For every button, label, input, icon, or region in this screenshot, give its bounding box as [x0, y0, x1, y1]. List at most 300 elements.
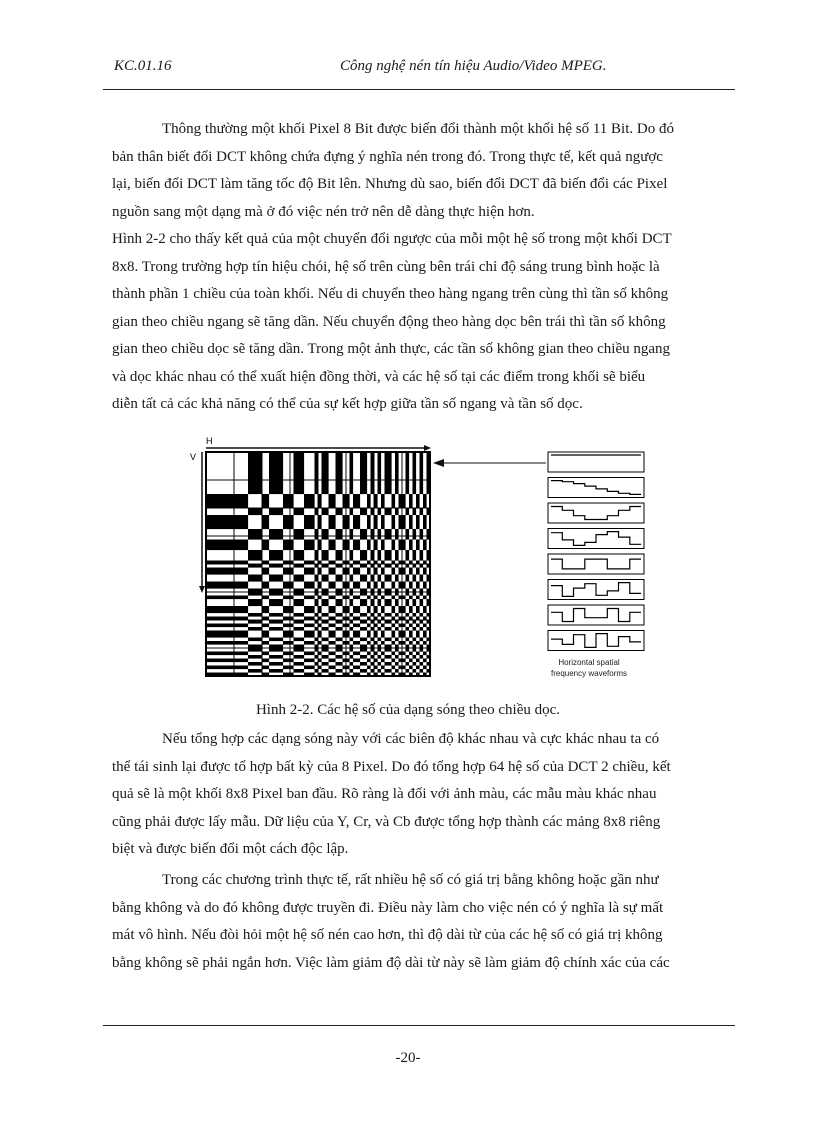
- basis-pixel: [406, 508, 410, 512]
- basis-pixel: [374, 596, 378, 600]
- basis-pixel: [290, 582, 294, 586]
- basis-pixel: [395, 508, 399, 512]
- basis-pixel: [308, 606, 312, 610]
- basis-pixel: [385, 557, 389, 561]
- basis-pixel: [252, 463, 256, 467]
- basis-pixel: [360, 536, 364, 540]
- basis-pixel: [280, 613, 284, 617]
- basis-pixel: [416, 585, 420, 589]
- basis-pixel: [280, 466, 284, 470]
- basis-pixel: [318, 634, 322, 638]
- basis-pixel: [231, 505, 235, 509]
- basis-pixel: [423, 617, 427, 621]
- basis-pixel: [241, 494, 245, 498]
- basis-pixel: [283, 522, 287, 526]
- basis-pixel: [406, 550, 410, 554]
- basis-pixel: [336, 638, 340, 642]
- basis-pixel: [280, 599, 284, 603]
- basis-pixel: [241, 540, 245, 544]
- basis-pixel: [269, 603, 273, 607]
- basis-pixel: [255, 459, 259, 463]
- basis-pixel: [231, 610, 235, 614]
- basis-pixel: [402, 543, 406, 547]
- basis-pixel: [255, 557, 259, 561]
- basis-pixel: [416, 501, 420, 505]
- basis-pixel: [213, 606, 217, 610]
- basis-pixel: [392, 547, 396, 551]
- text-line: và dọc khác nhau có thể xuất hiện đồng thời, và các hệ số tại các điểm trong khối sẽ biểu: [112, 368, 646, 385]
- basis-pixel: [297, 477, 301, 481]
- basis-pixel: [378, 473, 382, 477]
- basis-pixel: [343, 631, 347, 635]
- basis-pixel: [308, 547, 312, 551]
- basis-pixel: [357, 585, 361, 589]
- basis-pixel: [210, 631, 214, 635]
- basis-pixel: [406, 613, 410, 617]
- basis-pixel: [388, 466, 392, 470]
- basis-pixel: [374, 641, 378, 645]
- basis-pixel: [378, 529, 382, 533]
- basis-pixel: [276, 491, 280, 495]
- basis-pixel: [399, 522, 403, 526]
- basis-pixel: [423, 547, 427, 551]
- basis-pixel: [409, 547, 413, 551]
- basis-pixel: [255, 564, 259, 568]
- basis-pixel: [220, 596, 224, 600]
- basis-pixel: [364, 662, 368, 666]
- basis-pixel: [353, 571, 357, 575]
- basis-pixel: [371, 487, 375, 491]
- basis-pixel: [231, 540, 235, 544]
- basis-pixel: [388, 603, 392, 607]
- basis-pixel: [360, 550, 364, 554]
- basis-pixel: [416, 631, 420, 635]
- basis-pixel: [255, 470, 259, 474]
- basis-pixel: [304, 505, 308, 509]
- basis-cell: [206, 452, 234, 480]
- basis-pixel: [378, 554, 382, 558]
- basis-pixel: [262, 498, 266, 502]
- basis-pixel: [413, 620, 417, 624]
- basis-pixel: [395, 529, 399, 533]
- basis-pixel: [381, 582, 385, 586]
- basis-cell-border: [206, 452, 234, 480]
- basis-pixel: [325, 473, 329, 477]
- basis-pixel: [420, 470, 424, 474]
- basis-pixel: [378, 557, 382, 561]
- basis-pixel: [350, 480, 354, 484]
- basis-pixel: [217, 505, 221, 509]
- basis-pixel: [269, 662, 273, 666]
- basis-pixel: [287, 494, 291, 498]
- basis-pixel: [374, 515, 378, 519]
- basis-pixel: [311, 568, 315, 572]
- basis-pixel: [259, 648, 263, 652]
- basis-pixel: [329, 582, 333, 586]
- basis-pixel: [231, 568, 235, 572]
- basis-pixel: [374, 505, 378, 509]
- basis-pixel: [413, 669, 417, 673]
- basis-pixel: [325, 459, 329, 463]
- basis-pixel: [395, 645, 399, 649]
- basis-pixel: [241, 585, 245, 589]
- basis-pixel: [210, 585, 214, 589]
- basis-pixel: [220, 526, 224, 530]
- basis-pixel: [339, 536, 343, 540]
- basis-pixel: [213, 571, 217, 575]
- basis-pixel: [343, 494, 347, 498]
- basis-pixel: [378, 456, 382, 460]
- basis-pixel: [301, 550, 305, 554]
- basis-pixel: [234, 617, 238, 621]
- basis-pixel: [283, 526, 287, 530]
- basis-pixel: [273, 480, 277, 484]
- basis-pixel: [413, 648, 417, 652]
- basis-pixel: [413, 477, 417, 481]
- basis-cell: [318, 620, 346, 648]
- basis-pixel: [329, 526, 333, 530]
- basis-pixel: [402, 494, 406, 498]
- footer-rule: [103, 1025, 735, 1026]
- basis-pixel: [245, 501, 249, 505]
- basis-pixel: [399, 582, 403, 586]
- basis-pixel: [329, 631, 333, 635]
- waveform-line: [551, 532, 641, 546]
- basis-pixel: [416, 498, 420, 502]
- basis-pixel: [224, 606, 228, 610]
- basis-pixel: [420, 589, 424, 593]
- basis-pixel: [339, 484, 343, 488]
- basis-pixel: [252, 508, 256, 512]
- basis-pixel: [248, 599, 252, 603]
- basis-pixel: [273, 473, 277, 477]
- basis-pixel: [280, 473, 284, 477]
- basis-pixel: [399, 501, 403, 505]
- basis-pixel: [280, 491, 284, 495]
- basis-pixel: [297, 536, 301, 540]
- basis-pixel: [336, 669, 340, 673]
- basis-pixel: [360, 470, 364, 474]
- basis-pixel: [297, 662, 301, 666]
- basis-pixel: [227, 571, 231, 575]
- basis-cell: [374, 536, 402, 564]
- basis-pixel: [262, 652, 266, 656]
- basis-pixel: [255, 613, 259, 617]
- basis-pixel: [416, 641, 420, 645]
- basis-pixel: [395, 536, 399, 540]
- basis-pixel: [213, 547, 217, 551]
- basis-pixel: [262, 666, 266, 670]
- basis-pixel: [308, 571, 312, 575]
- basis-pixel: [311, 571, 315, 575]
- basis-pixel: [332, 501, 336, 505]
- basis-pixel: [220, 610, 224, 614]
- basis-pixel: [280, 648, 284, 652]
- basis-pixel: [269, 669, 273, 673]
- basis-pixel: [392, 659, 396, 663]
- basis-pixel: [385, 473, 389, 477]
- basis-pixel: [231, 498, 235, 502]
- basis-pixel: [413, 529, 417, 533]
- basis-pixel: [248, 554, 252, 558]
- basis-pixel: [360, 480, 364, 484]
- basis-pixel: [294, 627, 298, 631]
- basis-pixel: [318, 543, 322, 547]
- basis-pixel: [294, 620, 298, 624]
- basis-pixel: [273, 508, 277, 512]
- basis-pixel: [287, 596, 291, 600]
- basis-pixel: [346, 571, 350, 575]
- basis-pixel: [255, 466, 259, 470]
- basis-cell: [346, 620, 374, 648]
- basis-pixel: [248, 557, 252, 561]
- basis-pixel: [210, 519, 214, 523]
- basis-pixel: [276, 459, 280, 463]
- basis-pixel: [325, 655, 329, 659]
- basis-pixel: [402, 522, 406, 526]
- basis-pixel: [388, 554, 392, 558]
- basis-pixel: [409, 505, 413, 509]
- basis-pixel: [350, 508, 354, 512]
- basis-pixel: [416, 571, 420, 575]
- basis-pixel: [290, 501, 294, 505]
- basis-pixel: [374, 547, 378, 551]
- basis-pixel: [210, 659, 214, 663]
- basis-pixel: [343, 526, 347, 530]
- basis-pixel: [388, 550, 392, 554]
- basis-pixel: [262, 515, 266, 519]
- text-line: thể tái sinh lại được tổ hợp bất kỳ của 8 Pixel. Do đó tổng hợp 64 hệ số của DCT 2 chiều, kết: [112, 758, 671, 775]
- basis-pixel: [238, 519, 242, 523]
- basis-pixel: [406, 564, 410, 568]
- basis-pixel: [371, 557, 375, 561]
- basis-pixel: [385, 477, 389, 481]
- basis-pixel: [420, 484, 424, 488]
- basis-pixel: [315, 512, 319, 516]
- basis-pixel: [297, 554, 301, 558]
- basis-pixel: [378, 512, 382, 516]
- basis-pixel: [360, 456, 364, 460]
- basis-pixel: [315, 466, 319, 470]
- basis-pixel: [371, 592, 375, 596]
- basis-pixel: [287, 641, 291, 645]
- basis-pixel: [350, 466, 354, 470]
- basis-pixel: [364, 463, 368, 467]
- basis-pixel: [318, 610, 322, 614]
- basis-pixel: [416, 515, 420, 519]
- basis-pixel: [357, 505, 361, 509]
- basis-pixel: [262, 568, 266, 572]
- basis-pixel: [273, 533, 277, 537]
- basis-pixel: [399, 617, 403, 621]
- basis-pixel: [301, 533, 305, 537]
- basis-pixel: [395, 473, 399, 477]
- basis-pixel: [318, 652, 322, 656]
- basis-pixel: [399, 568, 403, 572]
- basis-pixel: [301, 463, 305, 467]
- basis-pixel: [294, 589, 298, 593]
- basis-pixel: [378, 627, 382, 631]
- basis-pixel: [385, 533, 389, 537]
- basis-pixel: [315, 470, 319, 474]
- basis-pixel: [269, 459, 273, 463]
- basis-pixel: [409, 610, 413, 614]
- basis-pixel: [234, 540, 238, 544]
- basis-pixel: [269, 645, 273, 649]
- basis-pixel: [329, 540, 333, 544]
- basis-pixel: [283, 501, 287, 505]
- basis-pixel: [346, 519, 350, 523]
- basis-pixel: [371, 533, 375, 537]
- basis-pixel: [301, 603, 305, 607]
- basis-pixel: [360, 473, 364, 477]
- basis-pixel: [423, 641, 427, 645]
- basis-pixel: [301, 459, 305, 463]
- basis-pixel: [259, 463, 263, 467]
- basis-pixel: [217, 540, 221, 544]
- basis-pixel: [276, 662, 280, 666]
- basis-pixel: [227, 666, 231, 670]
- basis-pixel: [252, 589, 256, 593]
- basis-pixel: [280, 456, 284, 460]
- basis-pixel: [248, 487, 252, 491]
- basis-pixel: [308, 659, 312, 663]
- basis-pixel: [409, 582, 413, 586]
- basis-cell: [374, 648, 402, 676]
- basis-pixel: [287, 582, 291, 586]
- basis-pixel: [364, 613, 368, 617]
- basis-cell: [318, 648, 346, 676]
- basis-pixel: [273, 484, 277, 488]
- basis-pixel: [241, 501, 245, 505]
- basis-pixel: [343, 610, 347, 614]
- basis-pixel: [420, 627, 424, 631]
- text-line: Thông thường một khối Pixel 8 Bit được biến đổi thành một khối hệ số 11 Bit. Do đó: [162, 121, 674, 137]
- basis-pixel: [336, 554, 340, 558]
- basis-pixel: [395, 512, 399, 516]
- basis-pixel: [318, 624, 322, 628]
- basis-pixel: [406, 627, 410, 631]
- basis-pixel: [350, 487, 354, 491]
- basis-pixel: [343, 641, 347, 645]
- basis-pixel: [290, 624, 294, 628]
- basis-pixel: [350, 645, 354, 649]
- basis-pixel: [280, 480, 284, 484]
- basis-pixel: [301, 662, 305, 666]
- basis-pixel: [357, 596, 361, 600]
- basis-pixel: [322, 638, 326, 642]
- basis-pixel: [374, 606, 378, 610]
- basis-pixel: [227, 617, 231, 621]
- basis-pixel: [374, 522, 378, 526]
- basis-pixel: [357, 659, 361, 663]
- basis-pixel: [276, 603, 280, 607]
- basis-pixel: [280, 529, 284, 533]
- basis-pixel: [318, 659, 322, 663]
- basis-pixel: [213, 515, 217, 519]
- basis-pixel: [367, 547, 371, 551]
- basis-pixel: [409, 606, 413, 610]
- text-line: thành phần 1 chiều của toàn khối. Nếu di chuyển theo hàng ngang trên cùng thì tần số không: [112, 286, 669, 302]
- basis-pixel: [234, 582, 238, 586]
- text-line: bằng không và do đó không được truyền đi. Điều này làm cho việc nén có ý nghĩa là sự mất: [112, 899, 664, 916]
- basis-pixel: [301, 645, 305, 649]
- basis-pixel: [283, 634, 287, 638]
- basis-pixel: [248, 589, 252, 593]
- basis-pixel: [304, 631, 308, 635]
- basis-pixel: [217, 561, 221, 565]
- basis-pixel: [311, 494, 315, 498]
- basis-pixel: [259, 638, 263, 642]
- basis-pixel: [353, 526, 357, 530]
- basis-pixel: [423, 571, 427, 575]
- basis-pixel: [402, 498, 406, 502]
- basis-pixel: [255, 529, 259, 533]
- basis-pixel: [269, 564, 273, 568]
- basis-pixel: [301, 466, 305, 470]
- basis-pixel: [276, 592, 280, 596]
- basis-pixel: [210, 561, 214, 565]
- basis-pixel: [318, 585, 322, 589]
- basis-pixel: [339, 645, 343, 649]
- basis-pixel: [301, 508, 305, 512]
- basis-pixel: [276, 655, 280, 659]
- basis-pixel: [385, 564, 389, 568]
- basis-pixel: [294, 550, 298, 554]
- basis-pixel: [318, 596, 322, 600]
- basis-pixel: [280, 627, 284, 631]
- basis-pixel: [371, 645, 375, 649]
- basis-pixel: [406, 480, 410, 484]
- basis-pixel: [259, 550, 263, 554]
- basis-pixel: [336, 648, 340, 652]
- basis-pixel: [413, 480, 417, 484]
- basis-pixel: [283, 561, 287, 565]
- basis-pixel: [248, 564, 252, 568]
- text-line: Trong các chương trình thực tế, rất nhiều hệ số có giá trị bằng không hoặc gần như: [162, 872, 659, 888]
- basis-pixel: [252, 491, 256, 495]
- basis-pixel: [343, 666, 347, 670]
- basis-pixel: [255, 508, 259, 512]
- basis-pixel: [255, 456, 259, 460]
- basis-pixel: [280, 550, 284, 554]
- basis-pixel: [255, 662, 259, 666]
- v-arrow-head: [199, 586, 205, 593]
- basis-pixel: [392, 543, 396, 547]
- basis-pixel: [416, 606, 420, 610]
- basis-pixel: [336, 470, 340, 474]
- basis-pixel: [224, 631, 228, 635]
- basis-pixel: [262, 634, 266, 638]
- basis-pixel: [360, 603, 364, 607]
- basis-pixel: [234, 606, 238, 610]
- basis-pixel: [259, 466, 263, 470]
- basis-pixel: [273, 491, 277, 495]
- basis-pixel: [378, 575, 382, 579]
- basis-pixel: [241, 547, 245, 551]
- basis-pixel: [283, 519, 287, 523]
- basis-pixel: [392, 561, 396, 565]
- basis-pixel: [350, 529, 354, 533]
- basis-pixel: [290, 641, 294, 645]
- basis-pixel: [283, 624, 287, 628]
- basis-pixel: [304, 561, 308, 565]
- basis-pixel: [294, 456, 298, 460]
- basis-pixel: [220, 631, 224, 635]
- basis-pixel: [266, 571, 270, 575]
- basis-pixel: [385, 578, 389, 582]
- basis-pixel: [353, 606, 357, 610]
